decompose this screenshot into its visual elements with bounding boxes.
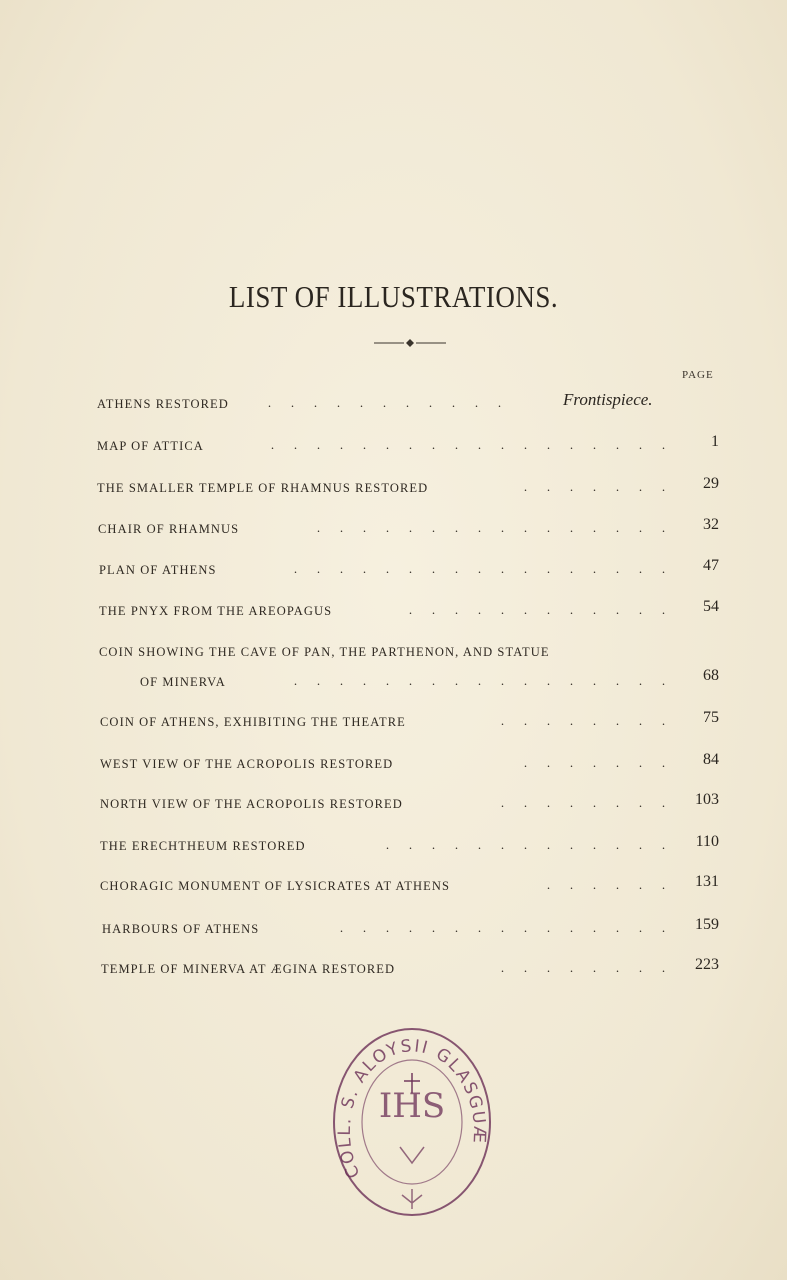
illustration-title: COIN OF ATHENS, EXHIBITING THE THEATRE (100, 715, 406, 729)
leader-dots: . . . . . . . . . . . . . . . . . . (270, 437, 666, 452)
page-number: 54 (703, 598, 719, 615)
list-item (0, 475, 787, 505)
list-item (0, 557, 787, 587)
illustration-title: ATHENS RESTORED (97, 397, 229, 411)
illustration-title: TEMPLE OF MINERVA AT ÆGINA RESTORED (101, 962, 396, 976)
illustration-title: CHAIR OF RHAMNUS (98, 522, 240, 536)
title-ornament (374, 337, 446, 349)
leader-dots: . . . . . . . . . . . (267, 395, 502, 410)
illustration-title: HARBOURS OF ATHENS (102, 922, 260, 936)
page-number: 103 (695, 791, 719, 808)
leader-dots: . . . . . . . . . . . . (408, 602, 666, 617)
illustration-title: THE PNYX FROM THE AREOPAGUS (99, 604, 333, 618)
list-item (0, 791, 787, 821)
illustration-title: THE ERECHTHEUM RESTORED (100, 839, 306, 853)
leader-dots: . . . . . . . . (500, 960, 666, 975)
page-number: 159 (695, 916, 719, 933)
illustration-title-continued: OF MINERVA (140, 675, 226, 689)
list-item (0, 516, 787, 546)
page-number: 223 (695, 956, 719, 973)
illustration-title: WEST VIEW OF THE ACROPOLIS RESTORED (100, 757, 394, 771)
illustration-title: THE SMALLER TEMPLE OF RHAMNUS RESTORED (97, 481, 429, 495)
list-item (0, 598, 787, 628)
page-number: 47 (703, 557, 719, 574)
illustration-title: NORTH VIEW OF THE ACROPOLIS RESTORED (100, 797, 403, 811)
illustration-title: CHORAGIC MONUMENT OF LYSICRATES AT ATHENS (100, 879, 451, 893)
list-item (0, 751, 787, 781)
leader-dots: . . . . . . . . . . . . . . . . . (293, 673, 666, 688)
illustration-title: COIN SHOWING THE CAVE OF PAN, THE PARTHENON, AND STATUE (99, 645, 550, 659)
list-item (0, 433, 787, 463)
leader-dots: . . . . . . . . . . . . . . . (339, 920, 666, 935)
illustration-title: MAP OF ATTICA (97, 439, 204, 453)
page-title: LIST OF ILLUSTRATIONS. (228, 280, 559, 314)
page-number: 131 (695, 873, 719, 890)
leader-dots: . . . . . . (546, 877, 666, 892)
page-number: 84 (703, 751, 719, 768)
stamp-monogram: IHS (378, 1086, 446, 1126)
leader-dots: . . . . . . . (523, 755, 666, 770)
leader-dots: . . . . . . . . (500, 795, 666, 810)
page-number: 68 (703, 667, 719, 684)
page-number: 32 (703, 516, 719, 533)
page-number: Frontispiece. (563, 390, 653, 409)
page-column-header: PAGE (682, 369, 714, 381)
page-number: 1 (711, 433, 719, 450)
list-item (0, 645, 787, 695)
leader-dots: . . . . . . . (523, 479, 666, 494)
list-item (0, 916, 787, 946)
leader-dots: . . . . . . . . . . . . . (385, 837, 666, 852)
leader-dots: . . . . . . . . . . . . . . . . . (293, 561, 666, 576)
page-number: 29 (703, 475, 719, 492)
list-item (0, 390, 787, 421)
list-item (0, 833, 787, 863)
page-number: 75 (703, 709, 719, 726)
stamp-text: COLL. S. ALOYSII GLASGUÆ (334, 1036, 490, 1181)
leader-dots: . . . . . . . . (500, 713, 666, 728)
list-item (0, 709, 787, 739)
list-item (0, 956, 787, 986)
leader-dots: . . . . . . . . . . . . . . . . (316, 520, 666, 535)
library-stamp (330, 1025, 494, 1220)
page-number: 110 (695, 833, 719, 850)
illustration-title: PLAN OF ATHENS (99, 563, 217, 577)
list-item (0, 873, 787, 903)
